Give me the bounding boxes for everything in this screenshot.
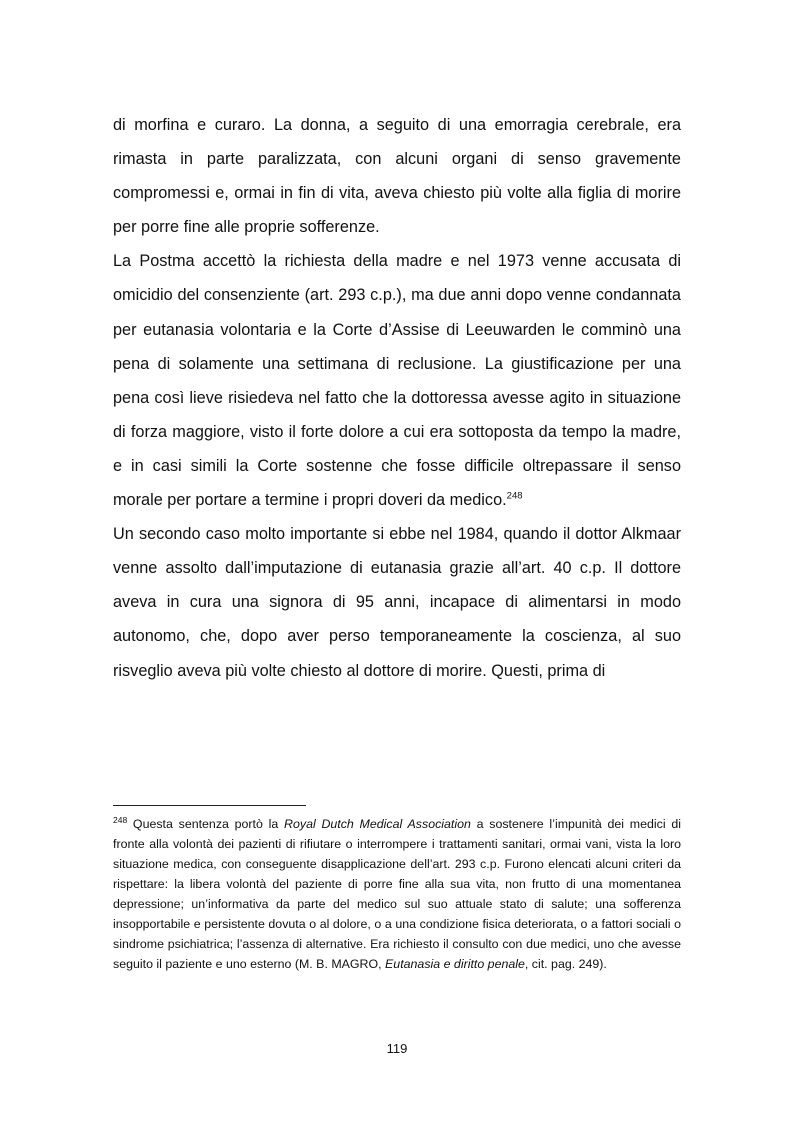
footnote-text-b: a sostenere l’impunità dei medici di fronte alla volontà dei pazienti di rifiutare o interrompere i trattamenti sanitari, ormai vani, vista la loro situazione medica, con conseguente disapplicazione dell’art. 293 c.p. Furono elencati alcuni criteri da rispettare: la libera volontà del paziente di porre fine alla sua vita, non frutto di una momentanea depressione; un’informativa da parte del medico sul suo attuale stato di salute; una sofferenza insopportabile e persistente dovuta o al dolore, o a una condizione fisica deteriorata, o a fattori sociali o sindrome psichiatrica; l’assenza di alternative. Era richiesto il consulto con due medici, uno che avesse seguito il paziente e uno esterno (M. B. MAGRO, <box>113 817 681 971</box>
footnote-italic-org: Royal Dutch Medical Association <box>284 817 471 831</box>
footnote-separator <box>113 805 306 806</box>
paragraph-3: Un secondo caso molto importante si ebbe nel 1984, quando il dottor Alkmaar venne assolto dall’imputazione di eutanasia grazie all’art. 40 c.p. Il dottore aveva in cura una signora di 95 anni, incapace di alimentarsi in modo autonomo, che, dopo aver perso temporaneamente la coscienza, al suo risveglio aveva più volte chiesto al dottore di morire. Questi, prima di <box>113 525 681 680</box>
footnote-text-c: , cit. pag. 249). <box>524 957 607 971</box>
page-number: 119 <box>386 1041 408 1056</box>
footnote-number: 248 <box>113 814 128 825</box>
paragraph-2 <box>113 244 681 517</box>
paragraph-1: di morfina e curaro. La donna, a seguito di una emorragia cerebrale, era rimasta in parte paralizzata, con alcuni organi di senso gravemente compromessi e, ormai in fin di vita, aveva chiesto più volte alla figlia di morire per porre fine alle proprie sofferenze. <box>113 116 681 237</box>
footnote-reference-248[interactable]: 248 <box>506 490 523 502</box>
footnote-text-a: Questa sentenza portò la <box>127 817 285 831</box>
footnote-248 <box>113 814 681 974</box>
paragraph-2-text: La Postma accettò la richiesta della madre e nel 1973 venne accusata di omicidio del consenziente (art. 293 c.p.), ma due anni dopo venne condannata per eutanasia volontaria e la Corte d’Assise di Leeuwarden le comminò una pena di solamente una settimana di reclusione. La giustificazione per una pena così lieve risiedeva nel fatto che la dottoressa avesse agito in situazione di forza maggiore, visto il forte dolore a cui era sottoposta da tempo la madre, e in casi simili la Corte sostenne che fosse difficile oltrepassare il senso morale per portare a termine i propri doveri da medico. <box>113 252 681 510</box>
footnote-italic-title: Eutanasia e diritto penale <box>385 957 525 971</box>
body-text <box>113 108 681 688</box>
